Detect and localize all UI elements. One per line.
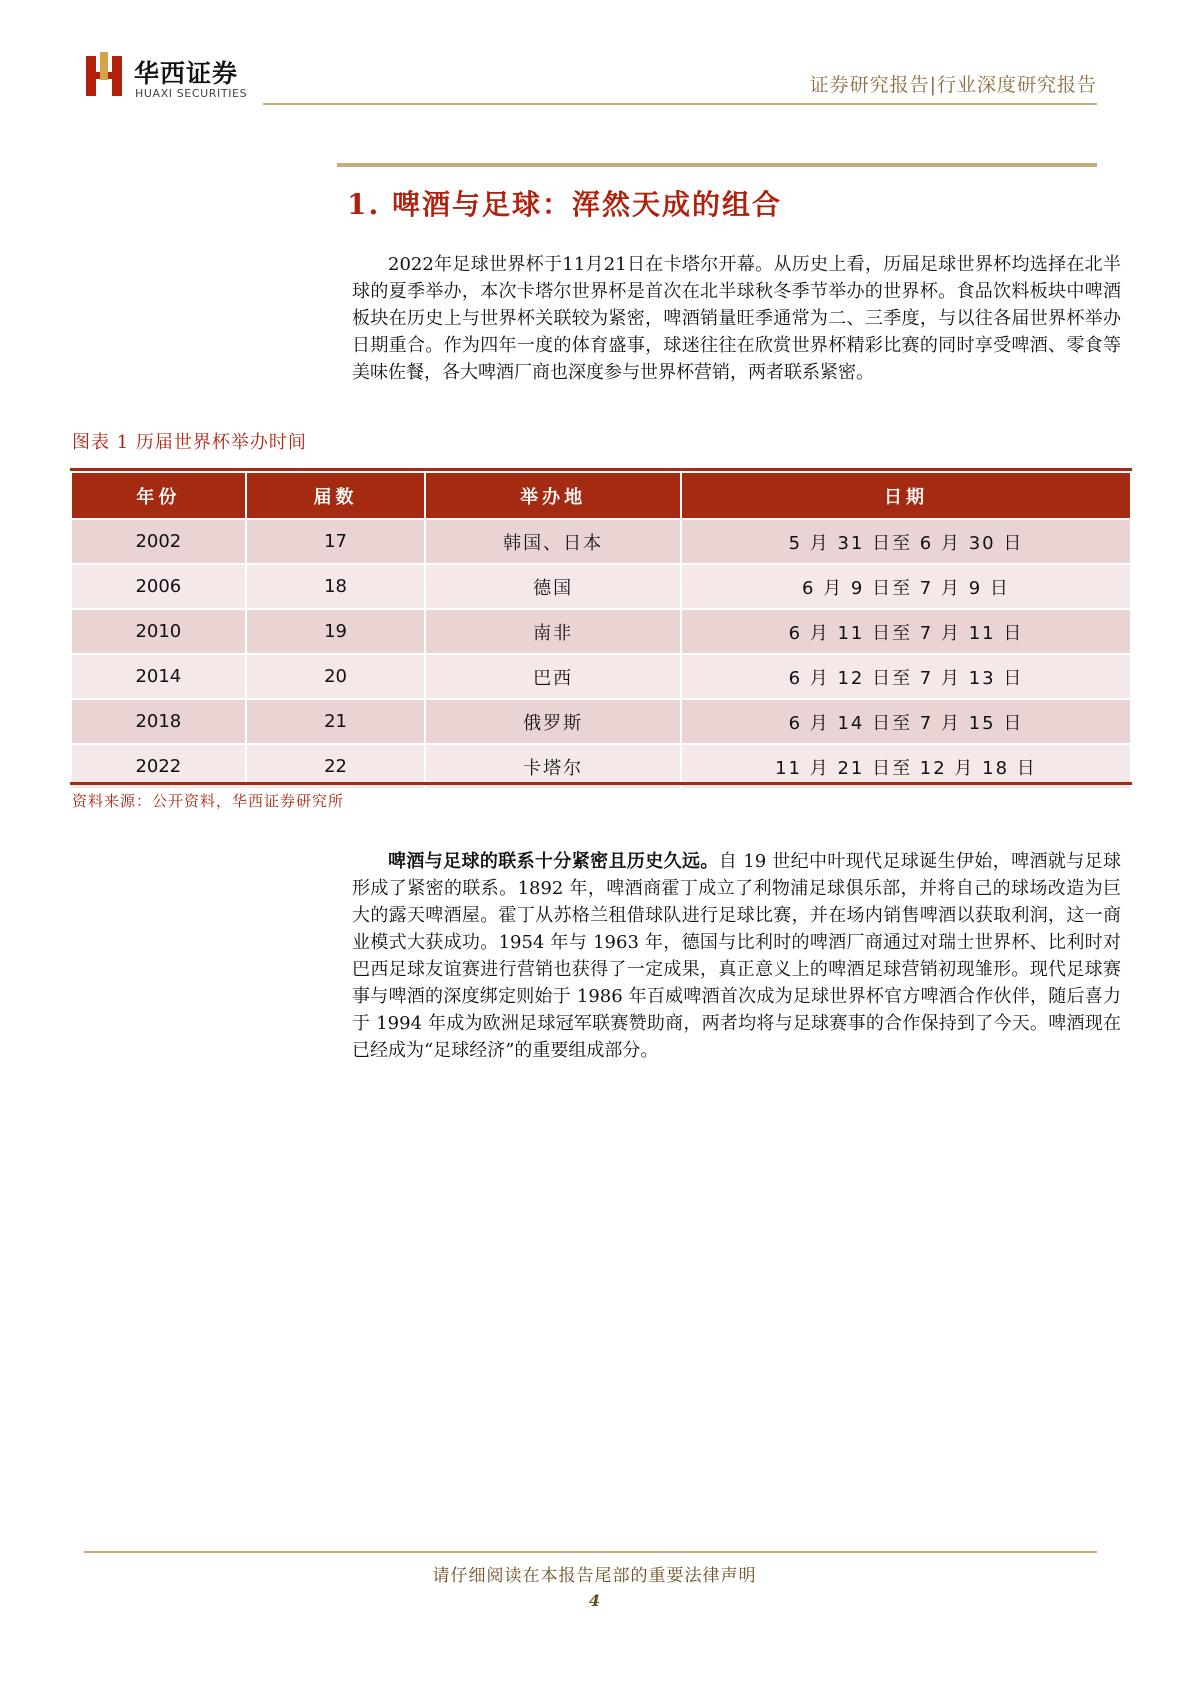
column-header-edition: 届数 bbox=[246, 473, 426, 519]
cell-edition: 22 bbox=[246, 744, 426, 789]
cell-date: 6 月 11 日至 7 月 11 日 bbox=[681, 609, 1131, 654]
cell-date: 6 月 14 日至 7 月 15 日 bbox=[681, 699, 1131, 744]
table-row bbox=[71, 564, 1131, 609]
logo-name-cn: 华西证券 bbox=[134, 59, 239, 88]
cell-edition: 19 bbox=[246, 609, 426, 654]
history-paragraph-lead: 啤酒与足球的联系十分紧密且历史久远。 bbox=[388, 851, 719, 872]
page-number: 4 bbox=[588, 1591, 601, 1610]
figure-title: 图表 1 历届世界杯举办时间 bbox=[72, 432, 307, 453]
history-paragraph bbox=[352, 848, 1121, 1064]
table-row bbox=[71, 519, 1131, 564]
cell-host: 卡塔尔 bbox=[425, 744, 681, 789]
section-title-rule bbox=[337, 163, 1097, 167]
table-header-row bbox=[71, 473, 1131, 519]
table-row bbox=[71, 654, 1131, 699]
table-top-rule bbox=[70, 468, 1132, 471]
cell-edition: 18 bbox=[246, 564, 426, 609]
cell-year: 2018 bbox=[71, 699, 246, 744]
cell-host: 南非 bbox=[425, 609, 681, 654]
cell-edition: 20 bbox=[246, 654, 426, 699]
column-header-host: 举办地 bbox=[425, 473, 681, 519]
cell-edition: 21 bbox=[246, 699, 426, 744]
table-bottom-rule bbox=[70, 782, 1132, 785]
report-type-label: 证券研究报告|行业深度研究报告 bbox=[809, 74, 1097, 96]
cell-host: 韩国、日本 bbox=[425, 519, 681, 564]
legal-notice: 请仔细阅读在本报告尾部的重要法律声明 bbox=[432, 1566, 757, 1586]
huaxi-logo-icon bbox=[84, 52, 126, 98]
cell-year: 2006 bbox=[71, 564, 246, 609]
figure-source: 资料来源：公开资料，华西证券研究所 bbox=[72, 792, 345, 810]
column-header-year: 年份 bbox=[71, 473, 246, 519]
cell-year: 2010 bbox=[71, 609, 246, 654]
cell-host: 德国 bbox=[425, 564, 681, 609]
table-row bbox=[71, 699, 1131, 744]
cell-date: 11 月 21 日至 12 月 18 日 bbox=[681, 744, 1131, 789]
history-paragraph-body: 自 19 世纪中叶现代足球诞生伊始，啤酒就与足球形成了紧密的联系。1892 年，啤酒商霍丁成立了利物浦足球俱乐部，并将自己的球场改造为巨大的露天啤酒屋。霍丁从苏格兰租借球队进行足球比赛，并在场内销售啤酒以获取利润，这一商业模式大获成功。1954 年与 1963 年，德国与比利时的啤酒厂商通过对瑞士世界杯、比利时对巴西足球友谊赛进行营销也获得了一定成果，真正意义上的啤酒足球营销初现雏形。现代足球赛事与啤酒的深度绑定则始于 1986 年百威啤酒首次成为足球世界杯官方啤酒合作伙伴，随后喜力于 1994 年成为欧洲足球冠军联赛赞助商，两者均将与足球赛事的合作保持到了今天。啤酒现在已经成为“足球经济”的重要组成部分。 bbox=[352, 851, 1121, 1061]
cell-host: 俄罗斯 bbox=[425, 699, 681, 744]
world-cup-table bbox=[70, 473, 1132, 790]
header-divider bbox=[263, 103, 1097, 105]
column-header-date: 日期 bbox=[681, 473, 1131, 519]
logo-name-en: HUAXI SECURITIES bbox=[135, 87, 248, 100]
table-row bbox=[71, 609, 1131, 654]
cell-date: 6 月 9 日至 7 月 9 日 bbox=[681, 564, 1131, 609]
cell-year: 2022 bbox=[71, 744, 246, 789]
cell-year: 2014 bbox=[71, 654, 246, 699]
cell-date: 6 月 12 日至 7 月 13 日 bbox=[681, 654, 1131, 699]
cell-edition: 17 bbox=[246, 519, 426, 564]
cell-year: 2002 bbox=[71, 519, 246, 564]
intro-paragraph: 2022年足球世界杯于11月21日在卡塔尔开幕。从历史上看，历届足球世界杯均选择在北半球的夏季举办，本次卡塔尔世界杯是首次在北半球秋冬季节举办的世界杯。食品饮料板块中啤酒板块在历史上与世界杯关联较为紧密，啤酒销量旺季通常为二、三季度，与以往各届世界杯举办日期重合。作为四年一度的体育盛事，球迷往往在欣赏世界杯精彩比赛的同时享受啤酒、零食等美味佐餐，各大啤酒厂商也深度参与世界杯营销，两者联系紧密。 bbox=[352, 254, 1121, 383]
footer-divider bbox=[84, 1551, 1097, 1553]
section-title: 1. 啤酒与足球：浑然天成的组合 bbox=[347, 188, 782, 221]
cell-host: 巴西 bbox=[425, 654, 681, 699]
cell-date: 5 月 31 日至 6 月 30 日 bbox=[681, 519, 1131, 564]
